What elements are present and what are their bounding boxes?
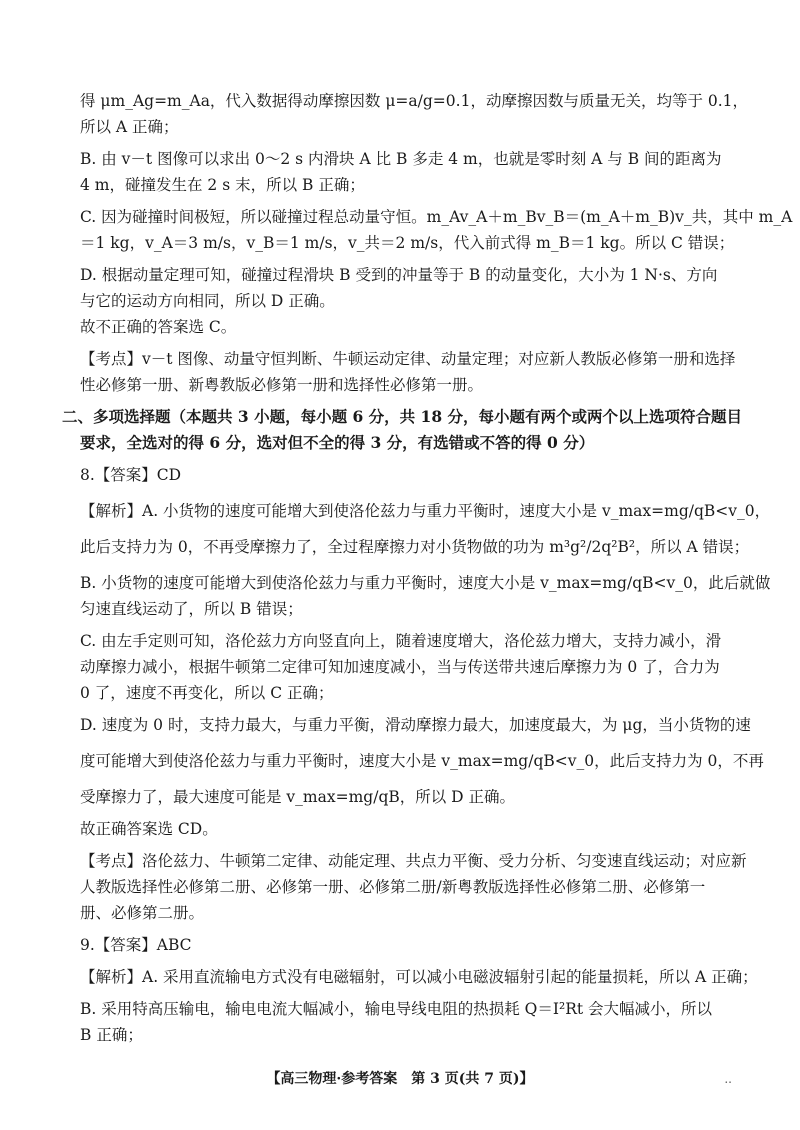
text-line: 性必修第一册、新粤教版必修第一册和选择性必修第一册。 <box>80 376 484 394</box>
text-line: 人教版选择性必修第二册、必修第一册、必修第二册/新粤教版选择性必修第二册、必修第一 <box>80 878 706 896</box>
page-content <box>62 88 793 1048</box>
text-line: 册、必修第二册。 <box>80 904 205 922</box>
text-line: 【考点】洛伦兹力、牛顿第二定律、动能定理、共点力平衡、受力分析、匀变速直线运动；对应新 <box>80 852 747 870</box>
text-line: B. 由 v－t 图像可以求出 0～2 s 内滑块 A 比 B 多走 4 m，也就是零时刻 A 与 B 间的距离为 <box>80 150 722 168</box>
text-line: 【解析】A. 小货物的速度可能增大到使洛伦兹力与重力平衡时，速度大小是 v_max=mg/qB<v_0， <box>80 502 771 520</box>
text-line: 与它的运动方向相同，所以 D 正确。 <box>80 292 335 310</box>
text-line: 故不正确的答案选 C。 <box>80 318 237 336</box>
text-line: C. 由左手定则可知，洛伦兹力方向竖直向上，随着速度增大，洛伦兹力增大，支持力减小，滑 <box>80 632 722 650</box>
text-line: 受摩擦力了，最大速度可能是 v_max=mg/qB，所以 D 正确。 <box>80 788 516 806</box>
text-line: D. 根据动量定理可知，碰撞过程滑块 B 受到的冲量等于 B 的动量变化，大小为 1 N·s、方向 <box>80 266 718 284</box>
text-line: ＝1 kg，v_A＝3 m/s，v_B＝1 m/s，v_共＝2 m/s，代入前式得 m_B＝1 kg。所以 C 错误； <box>80 234 735 252</box>
text-line: B. 小货物的速度可能增大到使洛伦兹力与重力平衡时，速度大小是 v_max=mg/qB<v_0，此后就做 <box>80 574 771 592</box>
text-line: 匀速直线运动了，所以 B 错误； <box>80 600 303 618</box>
answer-line: 9.【答案】ABC <box>80 936 192 954</box>
text-line: 所以 A 正确； <box>80 118 179 136</box>
answer-line: 8.【答案】CD <box>80 466 182 484</box>
text-line: 【解析】A. 采用直流输电方式没有电磁辐射，可以减小电磁波辐射引起的能量损耗，所以 A 正确； <box>80 968 758 986</box>
text-line: 得 μm_Ag=m_Aa，代入数据得动摩擦因数 μ=a/g=0.1，动摩擦因数与质量无关，均等于 0.1， <box>80 92 749 110</box>
text-line: 4 m，碰撞发生在 2 s 末，所以 B 正确； <box>80 176 365 194</box>
text-line: 0 了，速度不再变化，所以 C 正确； <box>80 684 334 702</box>
text-line: 故正确答案选 CD。 <box>80 820 218 838</box>
text-line: 此后支持力为 0，不再受摩擦力了，全过程摩擦力对小货物做的功为 m³g²/2q²B²，所以 A 错误； <box>80 538 750 556</box>
text-line: 【考点】v－t 图像、动量守恒判断、牛顿运动定律、动量定理；对应新人教版必修第一册和选择 <box>80 350 736 368</box>
text-line: B 正确； <box>80 1026 143 1044</box>
section-heading: 二、多项选择题（本题共 3 小题，每小题 6 分，共 18 分，每小题有两个或两个以上选项符合题目 <box>62 407 743 426</box>
section-heading-cont: 要求，全选对的得 6 分，选对但不全的得 3 分，有选错或不答的得 0 分） <box>80 433 595 452</box>
text-line: B. 采用特高压输电，输电电流大幅减小，输电导线电阻的热损耗 Q＝I²Rt 会大幅减小，所以 <box>80 1000 713 1018</box>
text-line: D. 速度为 0 时，支持力最大，与重力平衡，滑动摩擦力最大，加速度最大，为 μg，当小货物的速 <box>80 716 751 734</box>
text-line: 动摩擦力减小，根据牛顿第二定律可知加速度减小，当与传送带共速后摩擦力为 0 了，合力为 <box>80 658 720 676</box>
text-line: C. 因为碰撞时间极短，所以碰撞过程总动量守恒。m_Av_A＋m_Bv_B＝(m_A＋m_B)v_共，其中 m_A <box>80 208 793 226</box>
footer-mark: .. <box>724 1072 732 1086</box>
page-footer: 【高三物理·参考答案 第 3 页(共 7 页)】 <box>266 1071 534 1087</box>
text-line: 度可能增大到使洛伦兹力与重力平衡时，速度大小是 v_max=mg/qB<v_0，此后支持力为 0，不再 <box>80 752 764 770</box>
